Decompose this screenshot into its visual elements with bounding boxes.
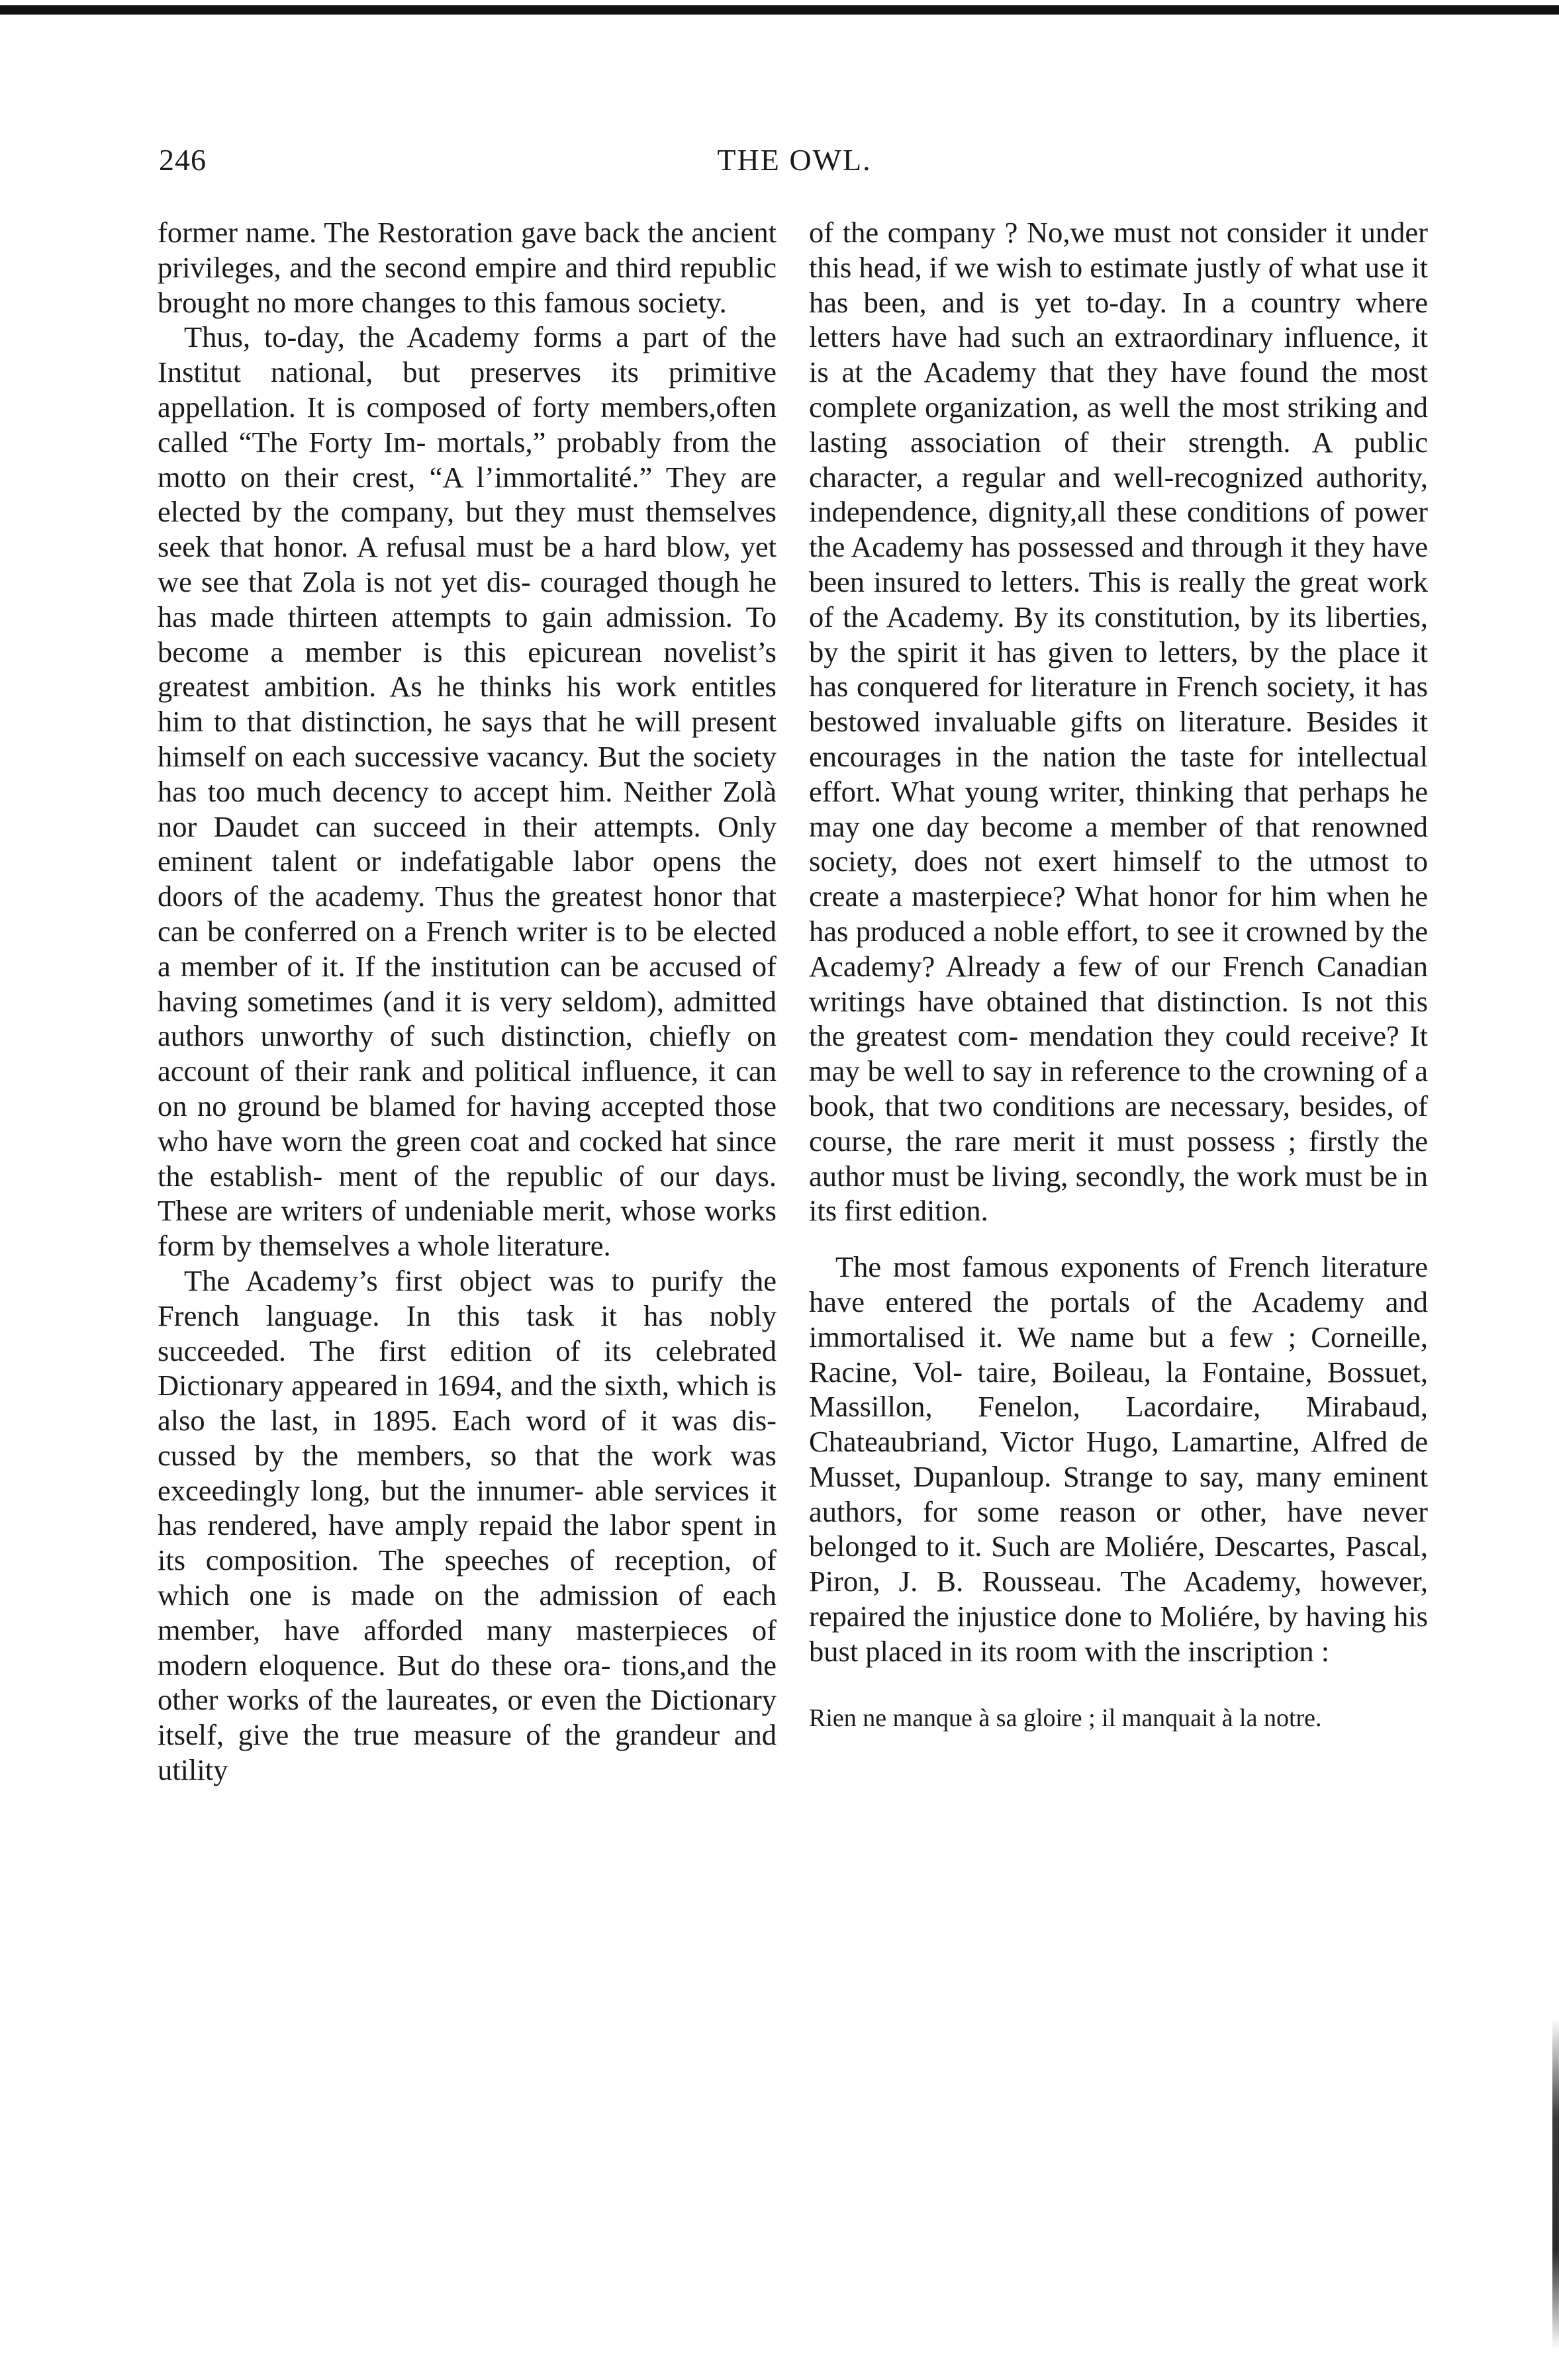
page-edge-shadow (1552, 2019, 1559, 2350)
right-column (809, 215, 1428, 1735)
page-header (159, 142, 1430, 189)
page-top-edge (0, 5, 1559, 15)
inscription-quote: Rien ne manque à sa gloire ; il manquait à la notre. (809, 1704, 1322, 1732)
running-title: THE OWL. (717, 143, 872, 177)
paragraph: The most famous exponents of French literature have entered the portals of the Academy and immortalised it. We name but a few ; Corneille, Racine, Vol- taire, Boileau, la Fontaine, Bossuet, Massillon, Fenelon, Lacordaire, Mirabaud, Chateaubriand, Victor Hugo, Lamartine, Alfred de Musset, Dupanloup. Strange to say, many eminent authors, for some reason or other, have never belonged to it. Such are Moliére, Descartes, Pascal, Piron, J. B. Rousseau. The Academy, however, repaired the injustice done to Moliére, by having his bust placed in its room with the inscription : (809, 1250, 1428, 1668)
paragraph: former name. The Restoration gave back the ancient privileges, and the second empire and third republic brought no more changes to this famous society. (158, 216, 777, 319)
left-column (158, 215, 777, 1788)
page-number: 246 (159, 143, 207, 177)
paragraph: The Academy’s first object was to purify the French language. In this task it has nobly succeeded. The first edition of its celebrated Dictionary appeared in 1694, and the sixth, which is also the last, in 1895. Each word of it was dis- cussed by the members, so that the work was exceedingly long, but the innumer- able services it has rendered, have amply repaid the labor spent in its composition. The speeches of reception, of which one is made on the admission of each member, have afforded many masterpieces of modern eloquence. But do these ora- tions,and the other works of the laureates, or even the Dictionary itself, give the true measure of the grandeur and utility (158, 1263, 777, 1787)
paragraph: of the company ? No,we must not consider it under this head, if we wish to estimate justly of what use it has been, and is yet to-day. In a country where letters have had such an extraordinary influence, it is at the Academy that they have found the most complete organization, as well the most striking and lasting association of their strength. A public character, a regular and well-recognized authority, independence, dignity,all these conditions of power the Academy has possessed and through it they have been insured to letters. This is really the great work of the Academy. By its constitution, by its liberties, by the spirit it has given to letters, by the place it has conquered for literature in French society, it has bestowed invaluable gifts on literature. Besides it encourages in the nation the taste for intellectual effort. What young writer, thinking that perhaps he may one day become a member of that renowned society, does not exert himself to the utmost to create a masterpiece? What honor for him when he has produced a noble effort, to see it crowned by the Academy? Already a few of our French Canadian writings have obtained that distinction. Is not this the greatest com- mendation they could receive? It may be well to say in reference to the crowning of a book, that two conditions are necessary, besides, of course, the rare merit it must possess ; firstly the author must be living, secondly, the work must be in its first edition. (809, 216, 1428, 1228)
paragraph: Thus, to-day, the Academy forms a part of the Institut national, but preserves its primitive appellation. It is composed of forty members,often called “The Forty Im- mortals,” probably from the motto on their crest, “A l’immortalité.” They are elected by the company, but they must themselves seek that honor. A refusal must be a hard blow, yet we see that Zola is not yet dis- couraged though he has made thirteen attempts to gain admission. To become a member is this epicurean novelist’s greatest ambition. As he thinks his work entitles him to that distinction, he says that he will present himself on each successive vacancy. But the society has too much decency to accept him. Neither Zolà nor Daudet can succeed in their attempts. Only eminent talent or indefatigable labor opens the doors of the academy. Thus the greatest honor that can be conferred on a French writer is to be elected a member of it. If the institution can be accused of having sometimes (and it is very seldom), admitted authors unworthy of such distinction, chiefly on account of their rank and political influence, it can on no ground be blamed for having accepted those who have worn the green coat and cocked hat since the establish- ment of the republic of our days. These are writers of undeniable merit, whose works form by themselves a whole literature. (158, 320, 777, 1263)
